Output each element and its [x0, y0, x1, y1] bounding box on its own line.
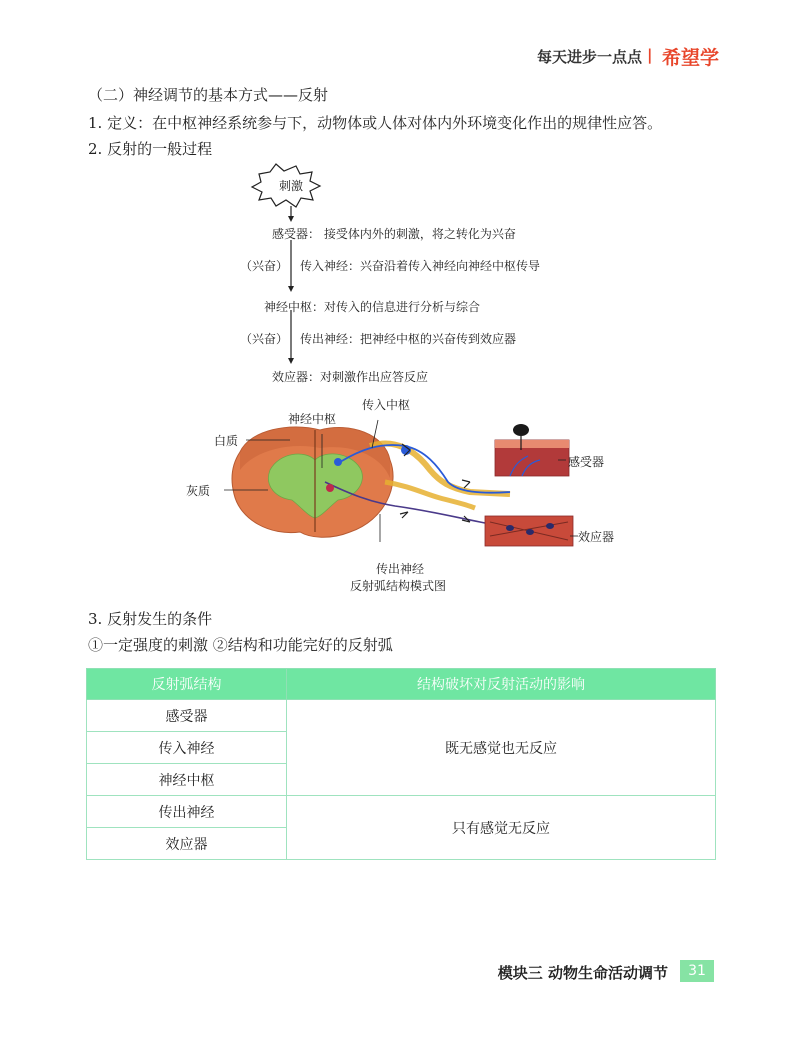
process-heading: 2. 反射的一般过程	[88, 140, 213, 158]
page-number: 31	[680, 960, 714, 982]
figure-caption: 反射弧结构模式图	[350, 579, 447, 593]
label-white-matter: 白质	[214, 434, 239, 448]
table-row	[87, 700, 716, 732]
section-title: （二）神经调节的基本方式——反射	[88, 86, 329, 104]
reflex-table	[86, 668, 716, 860]
flow-diagram	[240, 160, 560, 390]
reflex-arc-illustration	[210, 390, 610, 570]
definition-text: 1. 定义：在中枢神经系统参与下，动物体或人体对体内外环境变化作出的规律性应答。	[88, 114, 663, 132]
flow-step-receptor: 感受器： 接受体内外的刺激，将之转化为兴奋	[272, 227, 516, 241]
header-slogan: 每天进步一点点	[536, 48, 642, 66]
table-cell: 效应器	[87, 828, 287, 860]
flow-step-effector: 效应器：对刺激作出应答反应	[272, 370, 429, 384]
table-header-effect: 结构破坏对反射活动的影响	[287, 669, 716, 700]
label-receptor: 感受器	[568, 455, 605, 469]
conditions-heading: 3. 反射发生的条件	[88, 610, 213, 628]
flow-step-efferent: 传出神经：把神经中枢的兴奋传到效应器	[300, 332, 517, 346]
table-cell: 传入神经	[87, 732, 287, 764]
flow-excite-1: （兴奋）	[240, 259, 289, 273]
header-separator: |	[647, 46, 653, 64]
table-header-structure: 反射弧结构	[87, 669, 287, 700]
brand-logo: 希望学	[662, 47, 720, 69]
table-row	[87, 796, 716, 828]
table-cell: 传出神经	[87, 796, 287, 828]
flow-step-afferent: 传入神经：兴奋沿着传入神经向神经中枢传导	[300, 259, 541, 273]
table-cell: 神经中枢	[87, 764, 287, 796]
stimulus-label: 刺激	[279, 179, 304, 193]
label-efferent: 传出神经	[376, 562, 425, 576]
table-cell-effect-b: 只有感觉无反应	[287, 796, 716, 860]
label-afferent: 传入中枢	[362, 398, 411, 412]
footer-module: 模块三 动物生命活动调节	[497, 964, 668, 982]
label-effector: 效应器	[578, 530, 615, 544]
flow-excite-2: （兴奋）	[240, 332, 289, 346]
flow-step-center: 神经中枢：对传入的信息进行分析与综合	[264, 300, 481, 314]
label-nerve-center: 神经中枢	[288, 412, 337, 426]
table-cell-effect-a: 既无感觉也无反应	[287, 700, 716, 796]
label-gray-matter: 灰质	[186, 484, 211, 498]
conditions-text: ①一定强度的刺激 ②结构和功能完好的反射弧	[88, 636, 393, 654]
table-cell: 感受器	[87, 700, 287, 732]
